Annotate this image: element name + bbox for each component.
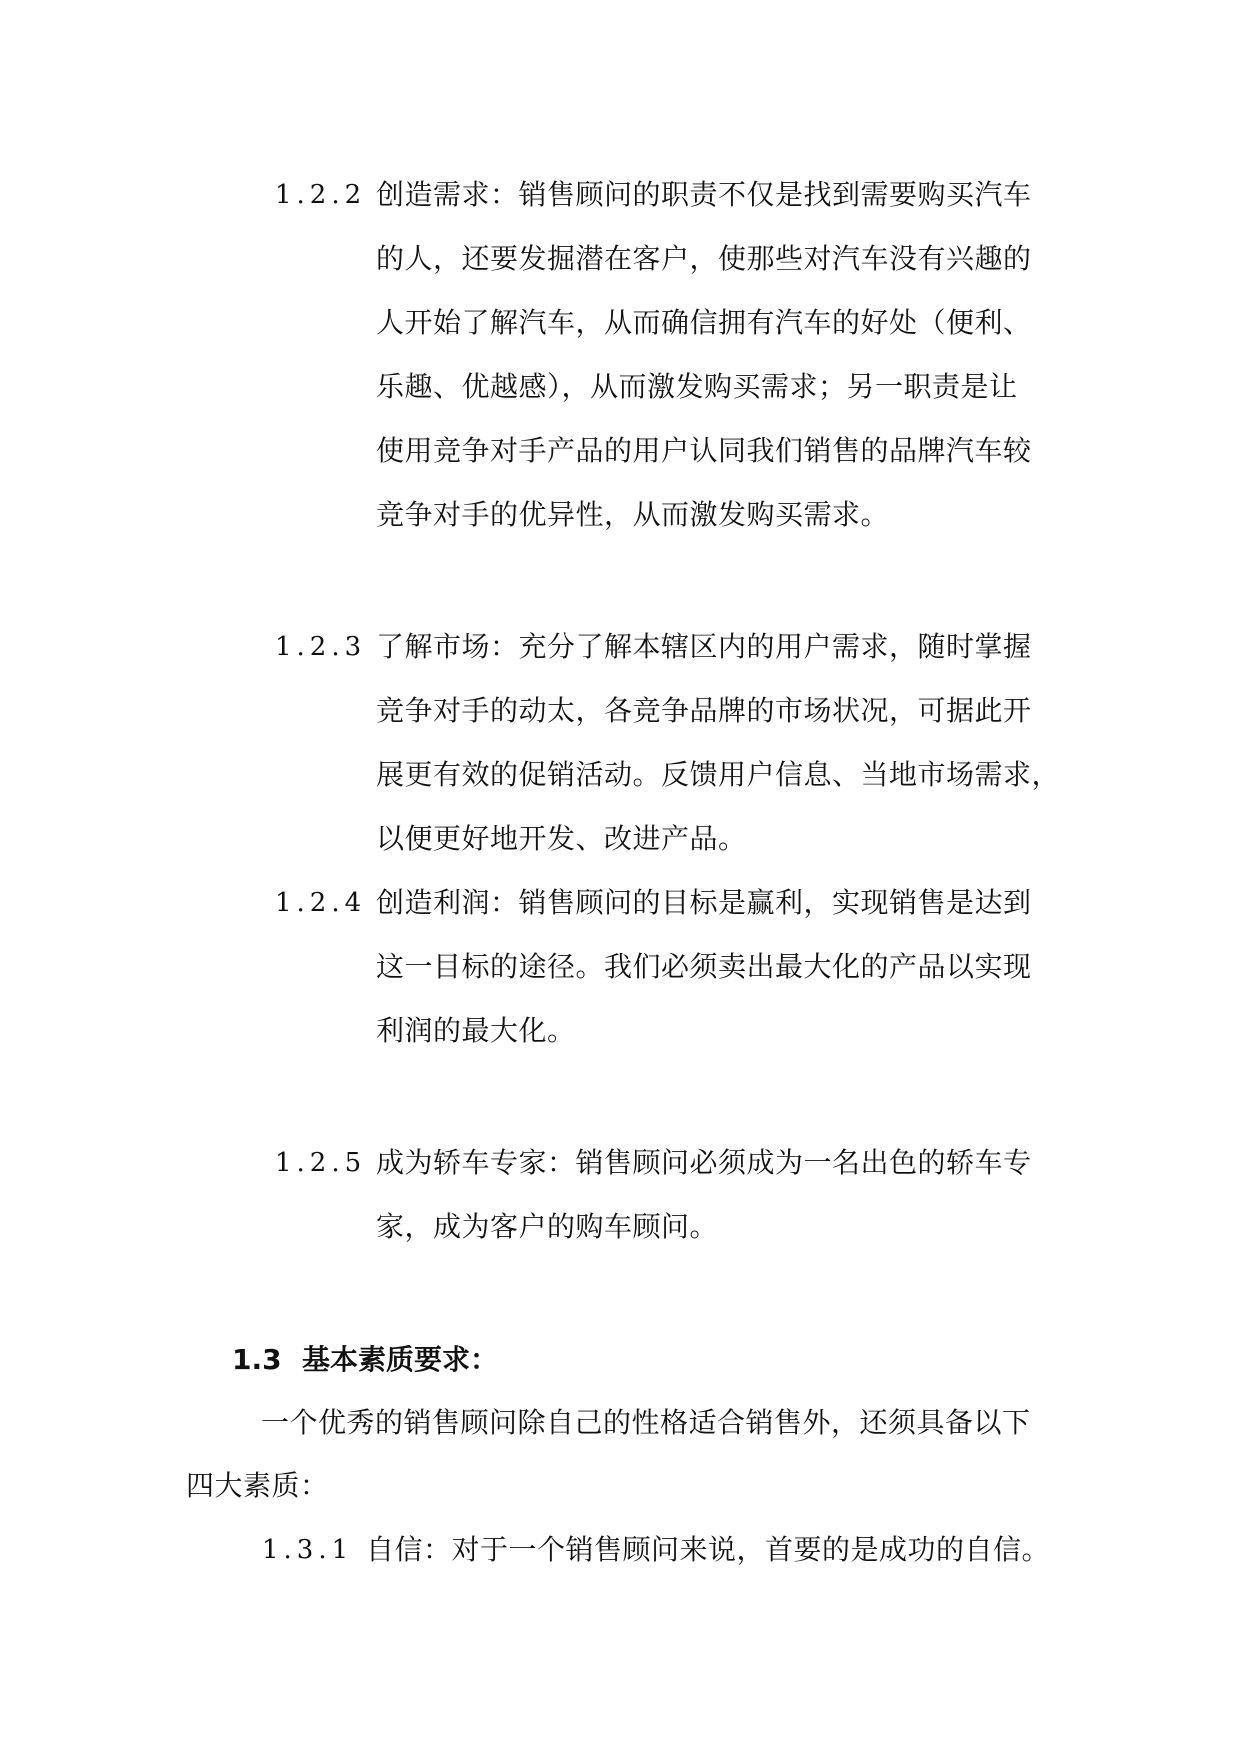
section-1-2-2-line-2: 的人，还要发掘潜在客户，使那些对汽车没有兴趣的 bbox=[376, 242, 1032, 275]
section-number-1-2-3: 1.2.3 bbox=[275, 632, 367, 662]
section-heading-title: 基本素质要求： bbox=[302, 1343, 499, 1376]
section-1-2-4-line-3: 利润的最大化。 bbox=[376, 1014, 576, 1047]
section-number-1-2-2: 1.2.2 bbox=[275, 180, 367, 210]
section-1-2-5-line-1: 成为轿车专家：销售顾问必须成为一名出色的轿车专 bbox=[376, 1146, 1032, 1179]
section-1-2-3-line-2: 竞争对手的动太，各竞争品牌的市场状况，可据此开 bbox=[376, 694, 1032, 727]
section-number-1-3-1: 1.3.1 bbox=[262, 1535, 354, 1565]
section-1-3-1-line-1: 自信：对于一个销售顾问来说，首要的是成功的自信。 bbox=[366, 1533, 1051, 1566]
section-1-2-2-line-5: 使用竞争对手产品的用户认同我们销售的品牌汽车较 bbox=[376, 434, 1032, 467]
section-1-2-3-line-4: 以便更好地开发、改进产品。 bbox=[376, 822, 747, 855]
section-1-2-2-line-3: 人开始了解汽车，从而确信拥有汽车的好处（便利、 bbox=[376, 306, 1032, 339]
section-1-2-4-line-1: 创造利润：销售顾问的目标是赢利，实现销售是达到 bbox=[376, 886, 1032, 919]
section-heading-number: 1.3 bbox=[232, 1343, 282, 1376]
paragraph-line-2: 四大素质： bbox=[186, 1469, 329, 1502]
section-1-2-2-line-6: 竞争对手的优异性，从而激发购买需求。 bbox=[376, 498, 890, 531]
section-number-1-2-4: 1.2.4 bbox=[275, 888, 367, 918]
section-1-2-2-line-1: 创造需求：销售顾问的职责不仅是找到需要购买汽车 bbox=[376, 178, 1032, 211]
paragraph-line-1: 一个优秀的销售顾问除自己的性格适合销售外，还须具备以下 bbox=[261, 1406, 1031, 1439]
section-heading-1-3 bbox=[232, 1340, 498, 1380]
section-1-2-5-line-2: 家，成为客户的购车顾问。 bbox=[376, 1210, 719, 1243]
section-number-1-2-5: 1.2.5 bbox=[275, 1148, 367, 1178]
section-1-2-4-line-2: 这一目标的途径。我们必须卖出最大化的产品以实现 bbox=[376, 950, 1032, 983]
section-1-2-3-line-3: 展更有效的促销活动。反馈用户信息、当地市场需求， bbox=[376, 758, 1061, 791]
section-1-2-2-line-4: 乐趣、优越感），从而激发购买需求；另一职责是让 bbox=[376, 370, 1018, 403]
section-1-2-3-line-1: 了解市场：充分了解本辖区内的用户需求，随时掌握 bbox=[376, 630, 1032, 663]
